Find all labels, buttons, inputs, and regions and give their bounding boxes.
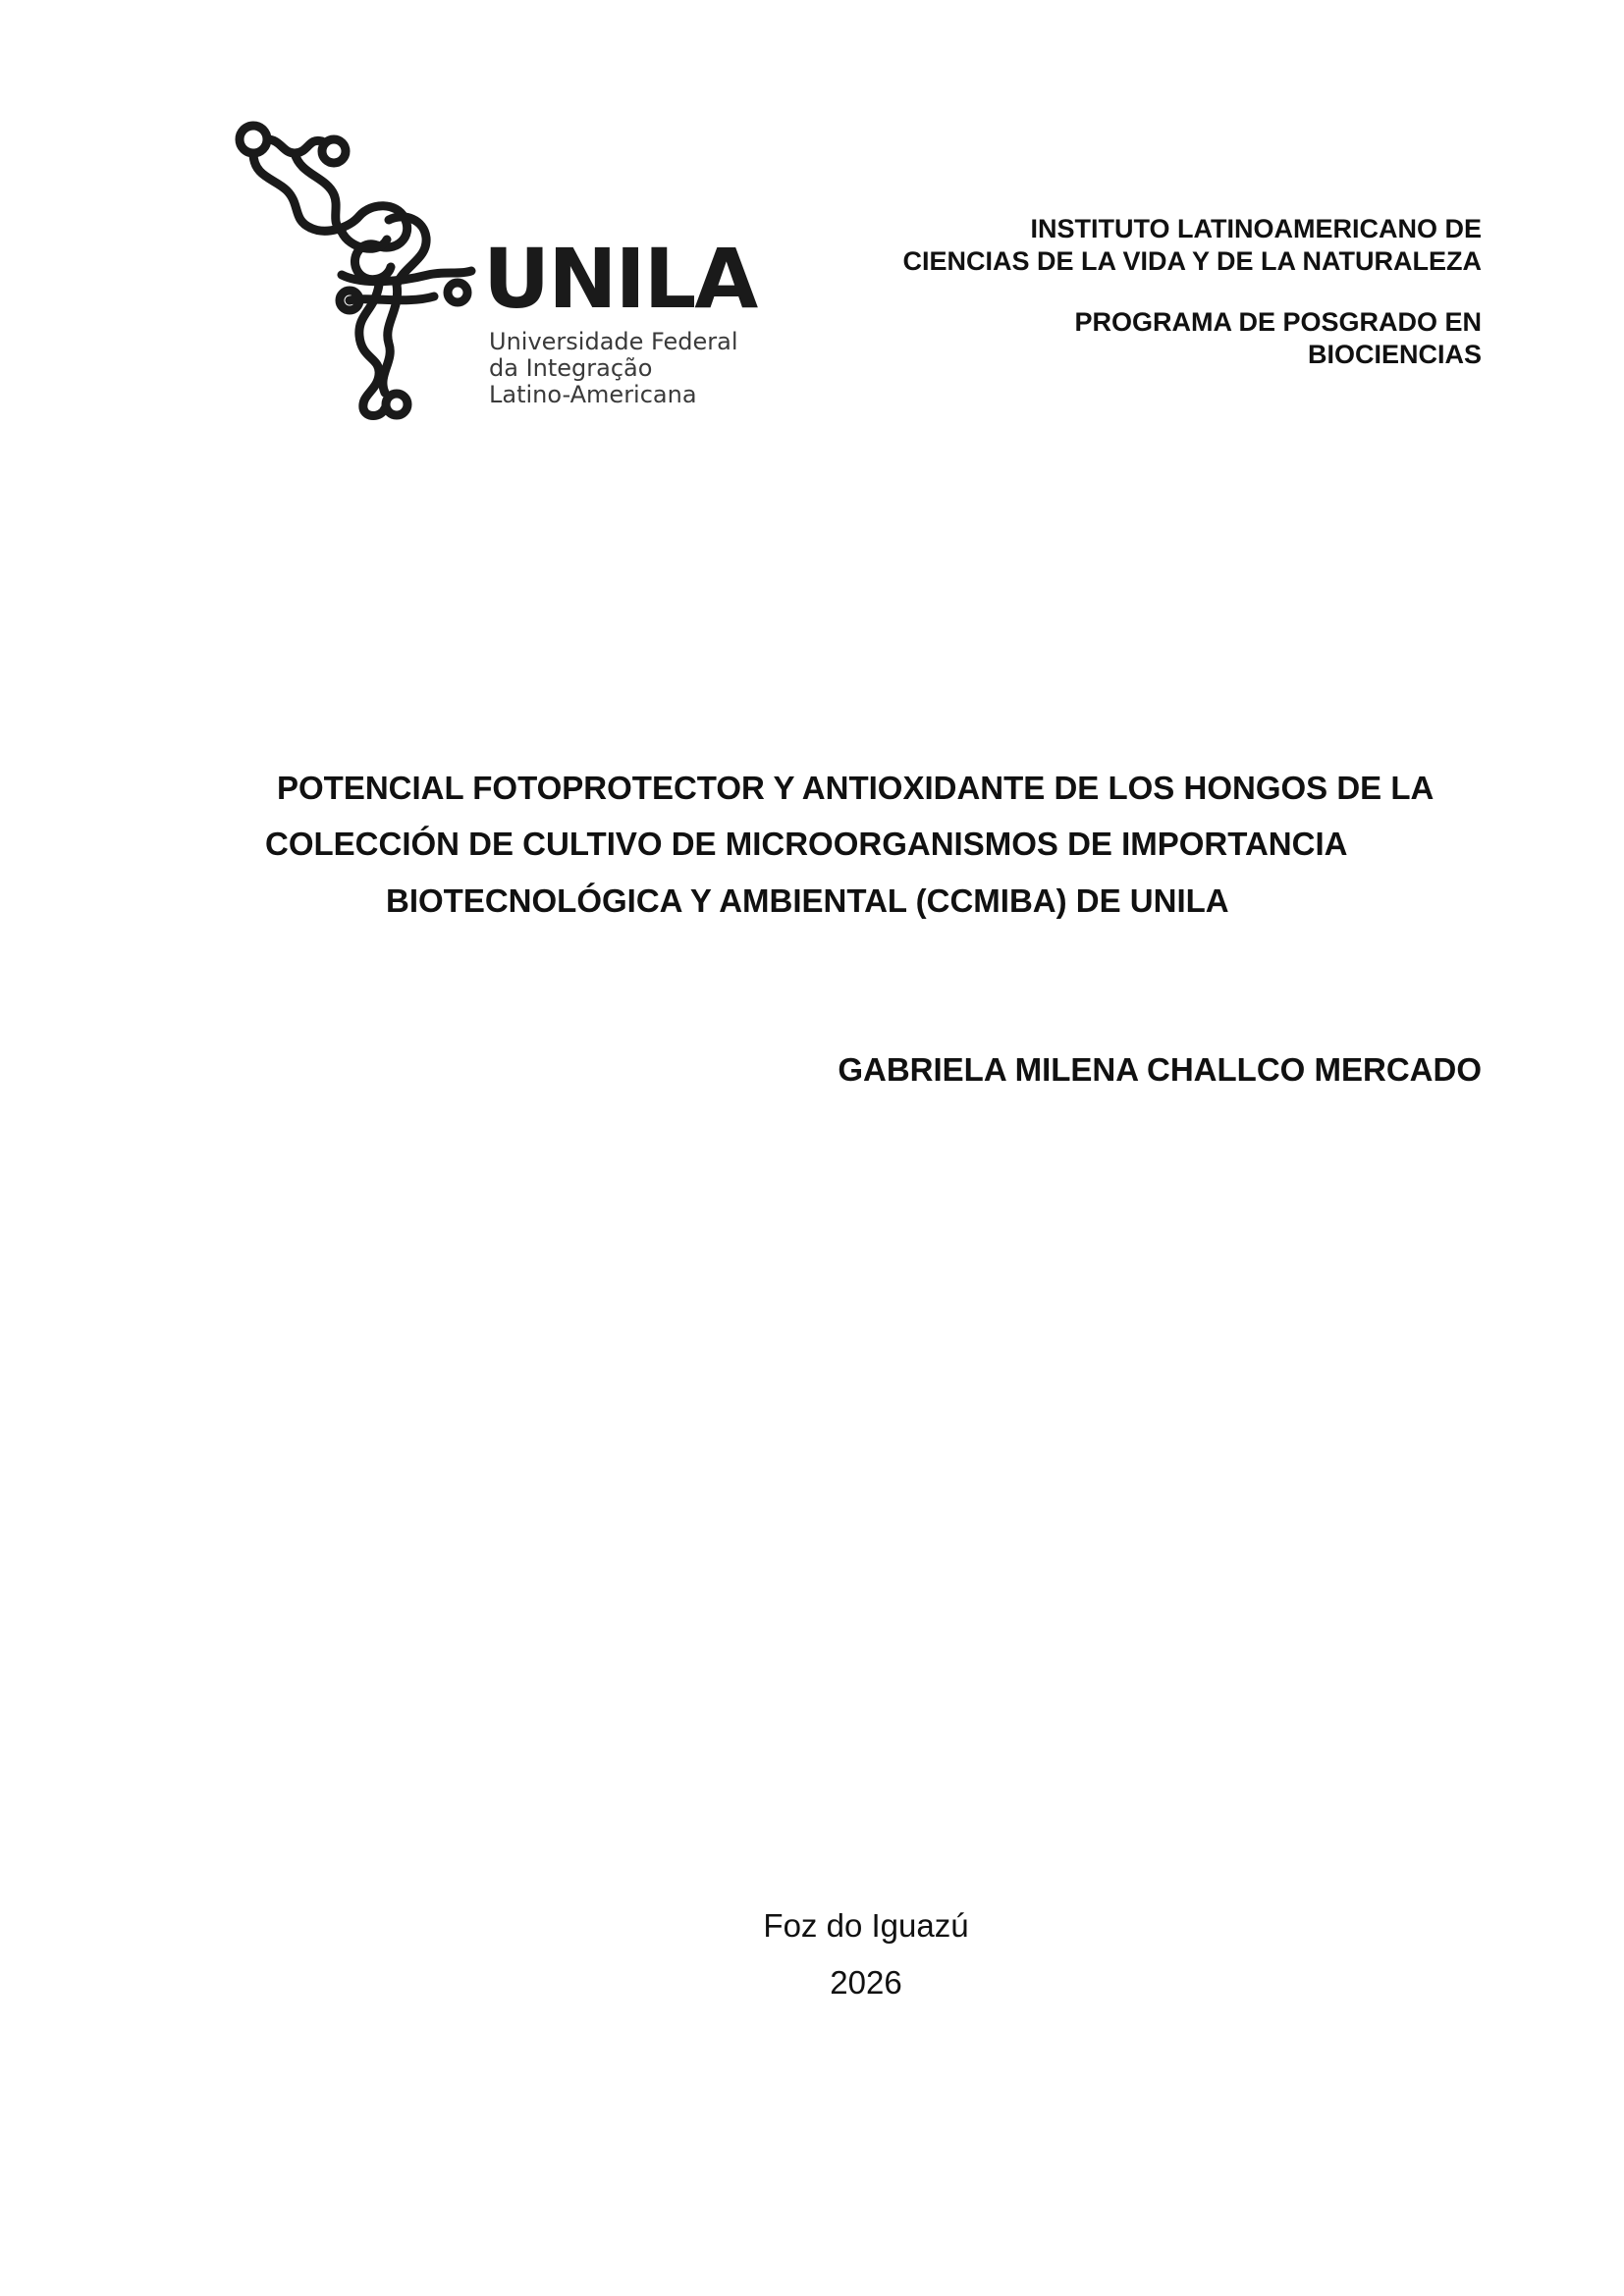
logo-subtitle-line: da Integração bbox=[489, 354, 653, 382]
logo-wordmark: UNILA bbox=[483, 231, 757, 327]
thesis-title-line: BIOTECNOLÓGICA Y AMBIENTAL (CCMIBA) DE UNILA bbox=[386, 882, 1229, 919]
thesis-title-line: POTENCIAL FOTOPROTECTOR Y ANTIOXIDANTE DE LOS HONGOS DE LA bbox=[277, 770, 1435, 806]
institution-name-line: INSTITUTO LATINOAMERICANO DE bbox=[1030, 214, 1482, 243]
author-name: GABRIELA MILENA CHALLCO MERCADO bbox=[838, 1051, 1482, 1088]
unila-logo-emblem-icon bbox=[232, 118, 487, 422]
institution-header bbox=[902, 213, 1482, 371]
institution-name-line: CIENCIAS DE LA VIDA Y DE LA NATURALEZA bbox=[902, 246, 1482, 276]
unila-logo bbox=[232, 118, 757, 422]
logo-subtitle-line: Latino-Americana bbox=[489, 381, 697, 408]
place: Foz do Iguazú bbox=[763, 1907, 969, 1944]
program-name-line: BIOCIENCIAS bbox=[1307, 340, 1482, 369]
logo-subtitle-line: Universidade Federal bbox=[489, 328, 738, 355]
thesis-title-line: COLECCIÓN DE CULTIVO DE MICROORGANISMOS DE IMPORTANCIA bbox=[265, 826, 1348, 862]
year: 2026 bbox=[830, 1964, 902, 2001]
program-name-line: PROGRAMA DE POSGRADO EN bbox=[1074, 307, 1482, 337]
